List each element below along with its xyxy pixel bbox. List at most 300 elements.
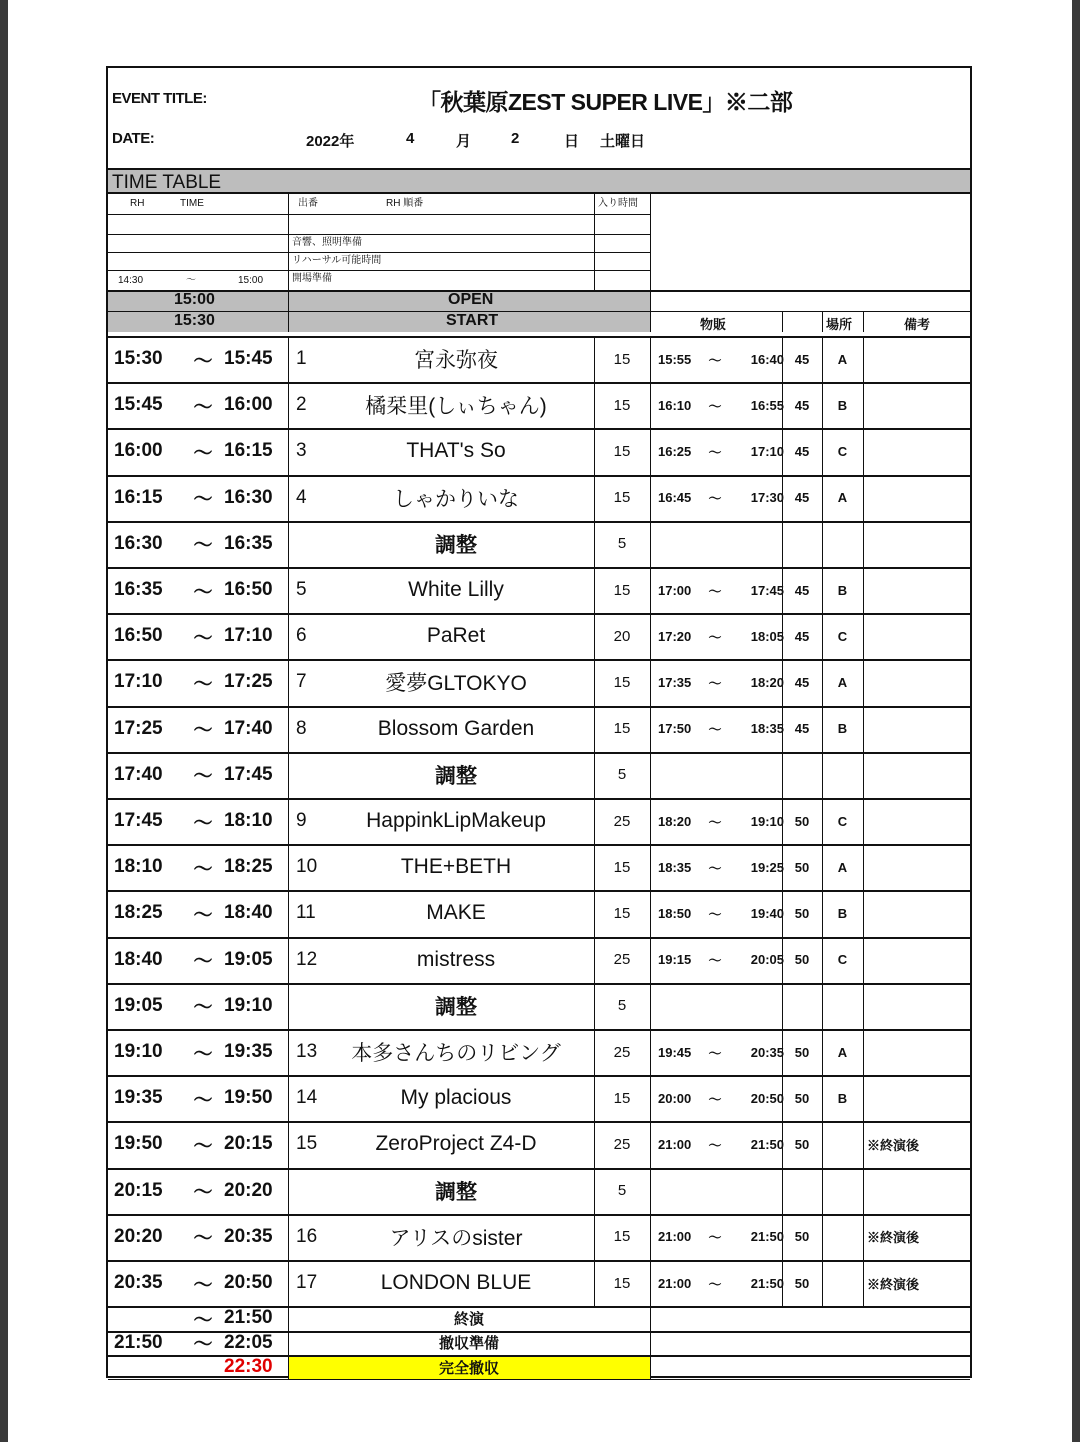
merch-start: 16:45 (658, 490, 692, 506)
document-page (8, 0, 1072, 1442)
row-note (867, 613, 970, 659)
slot-tilde: ～ (193, 766, 213, 788)
set-duration: 25 (613, 1043, 631, 1061)
row-note (867, 1029, 970, 1075)
slot-end-time: 19:05 (224, 948, 273, 970)
slot-tilde: ～ (193, 997, 213, 1019)
event-header (108, 68, 970, 170)
slot-tilde: ～ (193, 904, 213, 926)
slot-end-time: 20:20 (224, 1179, 273, 1201)
place-label: 場所 (826, 317, 853, 332)
row-col-line (288, 613, 289, 659)
merch-end: 16:55 (750, 397, 784, 413)
slot-start-time: 18:10 (114, 856, 163, 878)
merch-tilde: ～ (708, 860, 722, 876)
footer-tilde (188, 1355, 218, 1380)
performer-name: Blossom Garden (377, 716, 535, 740)
slot-start-time: 19:10 (114, 1041, 163, 1063)
row-note (867, 890, 970, 936)
row-col-line (288, 983, 289, 1029)
merch-minutes: 45 (794, 628, 810, 644)
row-note (867, 567, 970, 613)
merch-end (740, 752, 784, 798)
row-note (867, 475, 970, 521)
row-col-line (863, 382, 864, 428)
prep-row-line (108, 252, 650, 253)
merch-tilde: ～ (708, 1230, 722, 1246)
set-duration: 15 (613, 1274, 631, 1292)
row-col-line (650, 706, 651, 752)
performer-order: 2 (296, 394, 307, 416)
row-col-line (650, 382, 651, 428)
merch-end: 21:50 (750, 1229, 784, 1245)
set-duration: 15 (613, 904, 631, 922)
merch-end: 17:10 (750, 443, 784, 459)
slot-end-time: 20:35 (224, 1225, 273, 1247)
open-label: OPEN (448, 291, 494, 308)
slot-end-time: 18:25 (224, 856, 273, 878)
row-note: ※終演後 (867, 1276, 920, 1292)
slot-start-time: 19:50 (114, 1133, 163, 1155)
slot-tilde: ～ (193, 1089, 213, 1111)
row-col-line (288, 1121, 289, 1167)
prep-col-line (288, 194, 289, 290)
date-weekday: 土曜日 (600, 133, 646, 150)
merch-tilde: ～ (708, 629, 722, 645)
open-col-line (288, 290, 289, 332)
slot-tilde: ～ (193, 489, 213, 511)
slot-end-time: 17:45 (224, 763, 273, 785)
performer-order: 10 (296, 856, 318, 878)
row-col-line (863, 1075, 864, 1121)
performer-name: mistress (416, 947, 496, 971)
merch-place: C (837, 952, 848, 968)
row-col-line (288, 937, 289, 983)
set-duration: 5 (617, 535, 627, 553)
prep-col-line (650, 194, 651, 290)
slot-start-time: 20:35 (114, 1272, 163, 1294)
slot-start-time: 20:20 (114, 1225, 163, 1247)
merch-place (822, 1214, 863, 1260)
footer-end-time: 22:30 (224, 1356, 273, 1378)
merch-start: 17:00 (658, 582, 692, 598)
merch-end: 21:50 (750, 1275, 784, 1291)
row-col-line (863, 336, 864, 382)
slot-tilde: ～ (193, 442, 213, 464)
row-col-line (288, 428, 289, 474)
footer-start-time (114, 1306, 188, 1331)
row-col-line (863, 1029, 864, 1075)
merch-minutes (782, 983, 822, 1029)
performer-name: 宮永弥夜 (414, 349, 498, 373)
open-time: 15:00 (174, 291, 215, 308)
merch-place: B (837, 721, 848, 737)
merch-minutes (782, 521, 822, 567)
merch-place (822, 521, 863, 567)
row-note (867, 798, 970, 844)
row-col-line (650, 1168, 651, 1214)
performer-name: White Lilly (408, 578, 504, 602)
row-note (867, 1168, 970, 1214)
merch-tilde: ～ (708, 1091, 722, 1107)
merch-start (658, 521, 706, 567)
row-note (867, 844, 970, 890)
set-duration: 15 (613, 350, 631, 368)
row-col-line (863, 752, 864, 798)
performer-order: 5 (296, 579, 307, 601)
prep-open-label: 開場準備 (292, 273, 332, 284)
row-col-line (863, 1121, 864, 1167)
slot-end-time: 16:50 (224, 579, 273, 601)
performer-name: 調整 (435, 764, 477, 788)
performer-order: 1 (296, 348, 307, 370)
merch-start: 17:50 (658, 721, 692, 737)
row-col-line (650, 428, 651, 474)
merch-minutes: 50 (794, 1090, 810, 1106)
slot-start-time: 17:40 (114, 763, 163, 785)
merch-end: 20:05 (750, 952, 784, 968)
merch-start: 18:35 (658, 859, 692, 875)
slot-start-time: 15:30 (114, 348, 163, 370)
footer-label: 終演 (453, 1310, 484, 1328)
row-note (867, 937, 970, 983)
col-rh-order-label: RH 順番 (386, 198, 424, 209)
merch-end: 18:05 (750, 628, 784, 644)
row-col-line (288, 890, 289, 936)
row-col-line (650, 752, 651, 798)
merch-minutes: 45 (794, 443, 810, 459)
col-rh-label: RH (130, 198, 145, 209)
merch-place: B (837, 397, 848, 413)
timetable-sheet (106, 66, 972, 1378)
performer-order: 3 (296, 440, 307, 462)
row-col-line (863, 1214, 864, 1260)
merch-place: A (837, 859, 848, 875)
row-col-line (288, 798, 289, 844)
row-col-line (863, 659, 864, 705)
set-duration: 25 (613, 1135, 631, 1153)
merch-start: 19:15 (658, 952, 692, 968)
slot-start-time: 19:05 (114, 994, 163, 1016)
performer-name: しゃかりいな (393, 487, 519, 511)
row-col-line (863, 428, 864, 474)
row-col-line (288, 659, 289, 705)
slot-tilde: ～ (193, 396, 213, 418)
merch-start (658, 1168, 706, 1214)
row-col-line (650, 844, 651, 890)
merch-minutes: 50 (794, 1275, 810, 1291)
row-col-line (288, 1075, 289, 1121)
slot-end-time: 17:25 (224, 671, 273, 693)
merch-end: 19:10 (750, 813, 784, 829)
performer-name: ZeroProject Z4-D (375, 1132, 537, 1156)
slot-end-time: 16:15 (224, 440, 273, 462)
set-duration: 15 (613, 720, 631, 738)
row-col-line (650, 983, 651, 1029)
merch-minutes: 50 (794, 813, 810, 829)
merch-tilde: ～ (708, 583, 722, 599)
prep-row-line (108, 214, 650, 215)
footer-end-time: 22:05 (224, 1331, 273, 1353)
merch-start: 16:25 (658, 443, 692, 459)
merch-minutes: 45 (794, 490, 810, 506)
performer-name: 調整 (435, 533, 477, 557)
performer-name: 本多さんちのリビング (351, 1042, 561, 1066)
slot-start-time: 16:00 (114, 440, 163, 462)
performer-order: 7 (296, 671, 307, 693)
set-duration: 5 (617, 997, 627, 1015)
row-note: ※終演後 (867, 1230, 920, 1246)
row-col-line (650, 567, 651, 613)
merch-tilde (704, 752, 726, 798)
merch-place: C (837, 443, 848, 459)
slot-end-time: 19:50 (224, 1087, 273, 1109)
row-col-line (650, 659, 651, 705)
time-table-heading: TIME TABLE (108, 170, 970, 194)
merch-tilde (704, 1168, 726, 1214)
row-col-line (288, 475, 289, 521)
merch-tilde: ～ (708, 1045, 722, 1061)
open-row-line (108, 290, 970, 292)
event-title-label: EVENT TITLE: (112, 90, 207, 107)
performer-order: 11 (296, 902, 316, 924)
merch-label: 物販 (700, 317, 727, 332)
performer-name: THAT's So (406, 439, 506, 463)
merch-place (822, 1260, 863, 1306)
merch-col-line (782, 311, 783, 332)
set-duration: 15 (613, 1228, 631, 1246)
performer-name: My placious (400, 1086, 512, 1110)
row-col-line (863, 844, 864, 890)
merch-minutes (782, 752, 822, 798)
row-col-line (863, 613, 864, 659)
merch-tilde: ～ (708, 675, 722, 691)
merch-start: 15:55 (658, 351, 692, 367)
merch-col-line (822, 311, 823, 332)
row-col-line (650, 1121, 651, 1167)
slot-tilde: ～ (193, 858, 213, 880)
row-note (867, 983, 970, 1029)
footer-end-time: 21:50 (224, 1307, 273, 1329)
merch-end: 19:25 (750, 859, 784, 875)
merch-place: A (837, 1044, 848, 1060)
row-col-line (650, 1029, 651, 1075)
performer-order: 17 (296, 1272, 318, 1294)
slot-start-time: 20:15 (114, 1179, 163, 1201)
row-col-line (650, 890, 651, 936)
row-col-line (288, 1168, 289, 1214)
merch-minutes: 50 (794, 1044, 810, 1060)
performer-name: MAKE (426, 901, 486, 925)
slot-start-time: 17:25 (114, 717, 163, 739)
set-duration: 5 (617, 1182, 627, 1200)
date-month-label: 月 (456, 133, 472, 150)
row-note (867, 336, 970, 382)
performer-order: 13 (296, 1041, 318, 1063)
slot-start-time: 15:45 (114, 394, 163, 416)
merch-start: 18:20 (658, 813, 692, 829)
merch-end: 19:40 (750, 905, 784, 921)
slot-tilde: ～ (193, 1043, 213, 1065)
slot-tilde: ～ (193, 1135, 213, 1157)
merch-start: 20:00 (658, 1090, 692, 1106)
performer-order: 9 (296, 810, 307, 832)
date-month-num: 4 (406, 130, 415, 147)
merch-tilde: ～ (708, 1137, 722, 1153)
merch-place: C (837, 628, 848, 644)
slot-tilde: ～ (193, 1274, 213, 1296)
row-note (867, 752, 970, 798)
merch-minutes: 50 (794, 1229, 810, 1245)
merch-tilde: ～ (708, 722, 722, 738)
merch-minutes: 45 (794, 721, 810, 737)
row-col-line (863, 1168, 864, 1214)
row-col-line (863, 798, 864, 844)
col-time-label: TIME (180, 198, 204, 209)
merch-minutes (782, 1168, 822, 1214)
slot-tilde: ～ (193, 673, 213, 695)
merch-start: 21:00 (658, 1229, 692, 1245)
footer-start-time: 21:50 (114, 1331, 163, 1353)
row-col-line (650, 798, 651, 844)
performer-name: PaRet (426, 624, 486, 648)
row-col-line (650, 521, 651, 567)
notes-label: 備考 (904, 317, 931, 332)
event-title: 「秋葉原ZEST SUPER LIVE」※二部 (418, 89, 793, 115)
merch-tilde: ～ (708, 906, 722, 922)
start-label: START (446, 312, 499, 329)
slot-end-time: 19:35 (224, 1041, 273, 1063)
date-day-num: 2 (511, 130, 520, 147)
row-col-line (863, 890, 864, 936)
merch-start: 16:10 (658, 397, 692, 413)
row-col-line (288, 567, 289, 613)
merch-col-line (863, 311, 864, 332)
performer-name: HappinkLipMakeup (366, 809, 546, 833)
set-duration: 25 (613, 951, 631, 969)
performer-order: 6 (296, 625, 307, 647)
merch-tilde: ～ (708, 491, 722, 507)
slot-start-time: 18:25 (114, 902, 163, 924)
slot-end-time: 17:10 (224, 625, 273, 647)
merch-place (822, 752, 863, 798)
set-duration: 15 (613, 858, 631, 876)
date-day-label: 日 (564, 133, 580, 150)
prep-sound-label: 音響、照明準備 (292, 237, 362, 248)
footer-label: 完全撤収 (438, 1359, 499, 1377)
row-col-line (288, 844, 289, 890)
slot-end-time: 17:40 (224, 717, 273, 739)
slot-tilde: ～ (193, 812, 213, 834)
merch-end: 17:45 (750, 582, 784, 598)
row-col-line (863, 521, 864, 567)
footer-col-line (650, 1306, 651, 1331)
set-duration: 25 (613, 812, 631, 830)
slot-start-time: 17:10 (114, 671, 163, 693)
slot-end-time: 20:15 (224, 1133, 273, 1155)
start-time: 15:30 (174, 312, 215, 329)
row-note (867, 1075, 970, 1121)
performer-name: アリスのsister (389, 1226, 523, 1250)
merch-tilde: ～ (708, 953, 722, 969)
merch-tilde: ～ (708, 352, 722, 368)
row-col-line (288, 752, 289, 798)
prep-open-end: 15:00 (238, 275, 264, 286)
slot-end-time: 19:10 (224, 994, 273, 1016)
row-note: ※終演後 (867, 1137, 920, 1153)
slot-tilde: ～ (193, 350, 213, 372)
slot-end-time: 16:35 (224, 532, 273, 554)
slot-start-time: 18:40 (114, 948, 163, 970)
row-col-line (650, 475, 651, 521)
slot-tilde: ～ (193, 535, 213, 557)
prep-row-line (108, 234, 650, 235)
merch-end: 16:40 (750, 351, 784, 367)
row-note (867, 659, 970, 705)
merch-place: B (837, 582, 848, 598)
performer-order: 16 (296, 1225, 318, 1247)
row-col-line (650, 336, 651, 382)
merch-place: C (837, 813, 848, 829)
row-col-line (288, 1260, 289, 1306)
set-duration: 15 (613, 396, 631, 414)
date-year: 2022年 (306, 133, 355, 150)
footer-bottom-line (108, 1379, 970, 1380)
set-duration: 15 (613, 489, 631, 507)
merch-minutes: 50 (794, 1136, 810, 1152)
merch-start: 17:35 (658, 674, 692, 690)
row-col-line (650, 1260, 651, 1306)
merch-start (658, 983, 706, 1029)
performer-name: 調整 (435, 1180, 477, 1204)
row-note (867, 521, 970, 567)
row-note (867, 382, 970, 428)
performer-order: 15 (296, 1133, 318, 1155)
row-col-line (650, 937, 651, 983)
merch-tilde (704, 521, 726, 567)
footer-start-time (114, 1355, 188, 1380)
merch-start: 18:50 (658, 905, 692, 921)
merch-minutes: 45 (794, 351, 810, 367)
performer-name: 橘栞里(しぃちゃん) (365, 395, 547, 419)
merch-end: 20:35 (750, 1044, 784, 1060)
merch-place (822, 983, 863, 1029)
slot-tilde: ～ (193, 720, 213, 742)
merch-start (658, 752, 706, 798)
col-order-label: 出番 (298, 198, 318, 209)
set-duration: 5 (617, 766, 627, 784)
merch-tilde (704, 983, 726, 1029)
merch-place: B (837, 905, 848, 921)
merch-place: B (837, 1090, 848, 1106)
merch-end (740, 983, 784, 1029)
merch-end: 18:20 (750, 674, 784, 690)
merch-minutes: 50 (794, 952, 810, 968)
row-note (867, 706, 970, 752)
performer-order: 8 (296, 717, 307, 739)
slot-start-time: 16:35 (114, 579, 163, 601)
set-duration: 15 (613, 442, 631, 460)
slot-tilde: ～ (193, 1228, 213, 1250)
performer-name: 愛夢GLTOKYO (385, 672, 527, 696)
merch-header-line (650, 311, 970, 312)
slot-start-time: 19:35 (114, 1087, 163, 1109)
row-col-line (288, 521, 289, 567)
merch-end (740, 1168, 784, 1214)
slot-tilde: ～ (193, 627, 213, 649)
performer-name: LONDON BLUE (380, 1271, 532, 1295)
slot-tilde: ～ (193, 581, 213, 603)
